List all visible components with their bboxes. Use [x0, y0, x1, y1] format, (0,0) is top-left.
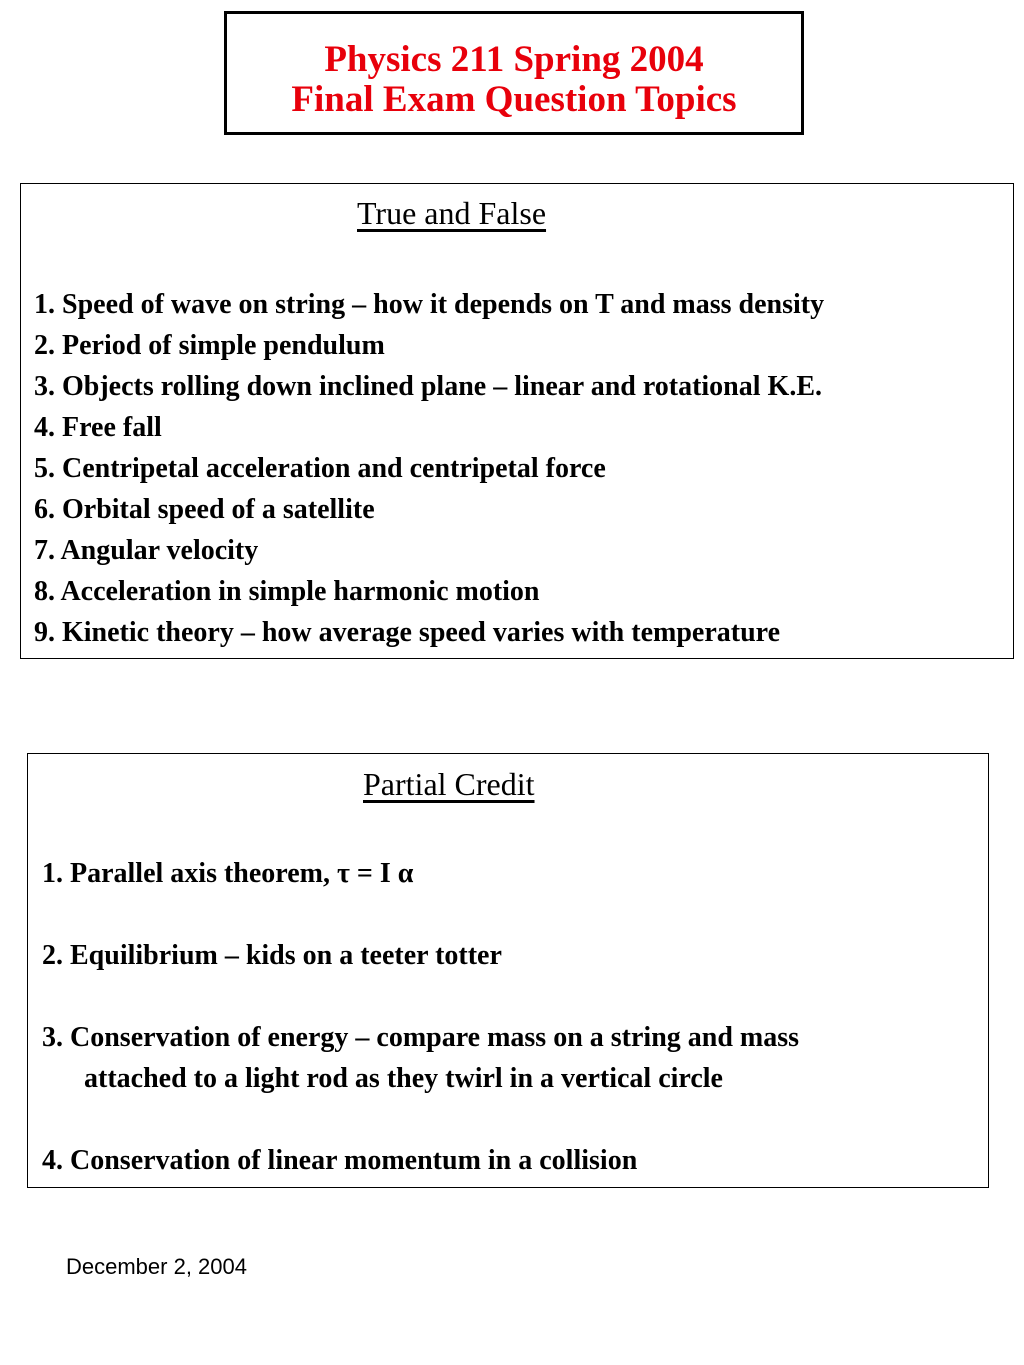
partial-credit-heading: Partial Credit: [363, 766, 535, 802]
true-false-heading: True and False: [357, 195, 547, 231]
partial-credit-section: [27, 753, 989, 1188]
list-item-text: 2. Equilibrium – kids on a teeter totter: [42, 940, 502, 971]
list-item: 5. Centripetal acceleration and centripetal force: [34, 453, 606, 484]
list-item: 4. Free fall: [34, 412, 162, 443]
true-false-section: [20, 183, 1014, 659]
list-item: 8. Acceleration in simple harmonic motion: [34, 576, 540, 607]
title-box: [224, 11, 804, 135]
list-item: [42, 853, 413, 894]
list-item: 1. Speed of wave on string – how it depends on T and mass density: [34, 289, 825, 320]
list-item: 9. Kinetic theory – how average speed varies with temperature: [34, 617, 780, 648]
list-item: 2. Period of simple pendulum: [34, 330, 385, 361]
title-line-1: Physics 211 Spring 2004: [324, 39, 704, 80]
list-item-text: 4. Conservation of linear momentum in a collision: [42, 1145, 638, 1176]
true-false-list: [34, 284, 824, 653]
list-item: [42, 1140, 637, 1181]
title-line-2: Final Exam Question Topics: [291, 79, 737, 120]
list-item: [42, 935, 502, 976]
list-item-continuation: attached to a light rod as they twirl in a vertical circle: [84, 1063, 723, 1094]
list-item: 3. Objects rolling down inclined plane – linear and rotational K.E.: [34, 371, 822, 402]
list-item-text: 1. Parallel axis theorem, τ = I α: [42, 858, 414, 889]
list-item-text: 3. Conservation of energy – compare mass on a string and mass: [42, 1022, 800, 1053]
list-item: 6. Orbital speed of a satellite: [34, 494, 375, 525]
list-item: 7. Angular velocity: [34, 535, 259, 566]
footer-date: December 2, 2004: [66, 1254, 247, 1279]
list-item: [42, 1017, 799, 1099]
